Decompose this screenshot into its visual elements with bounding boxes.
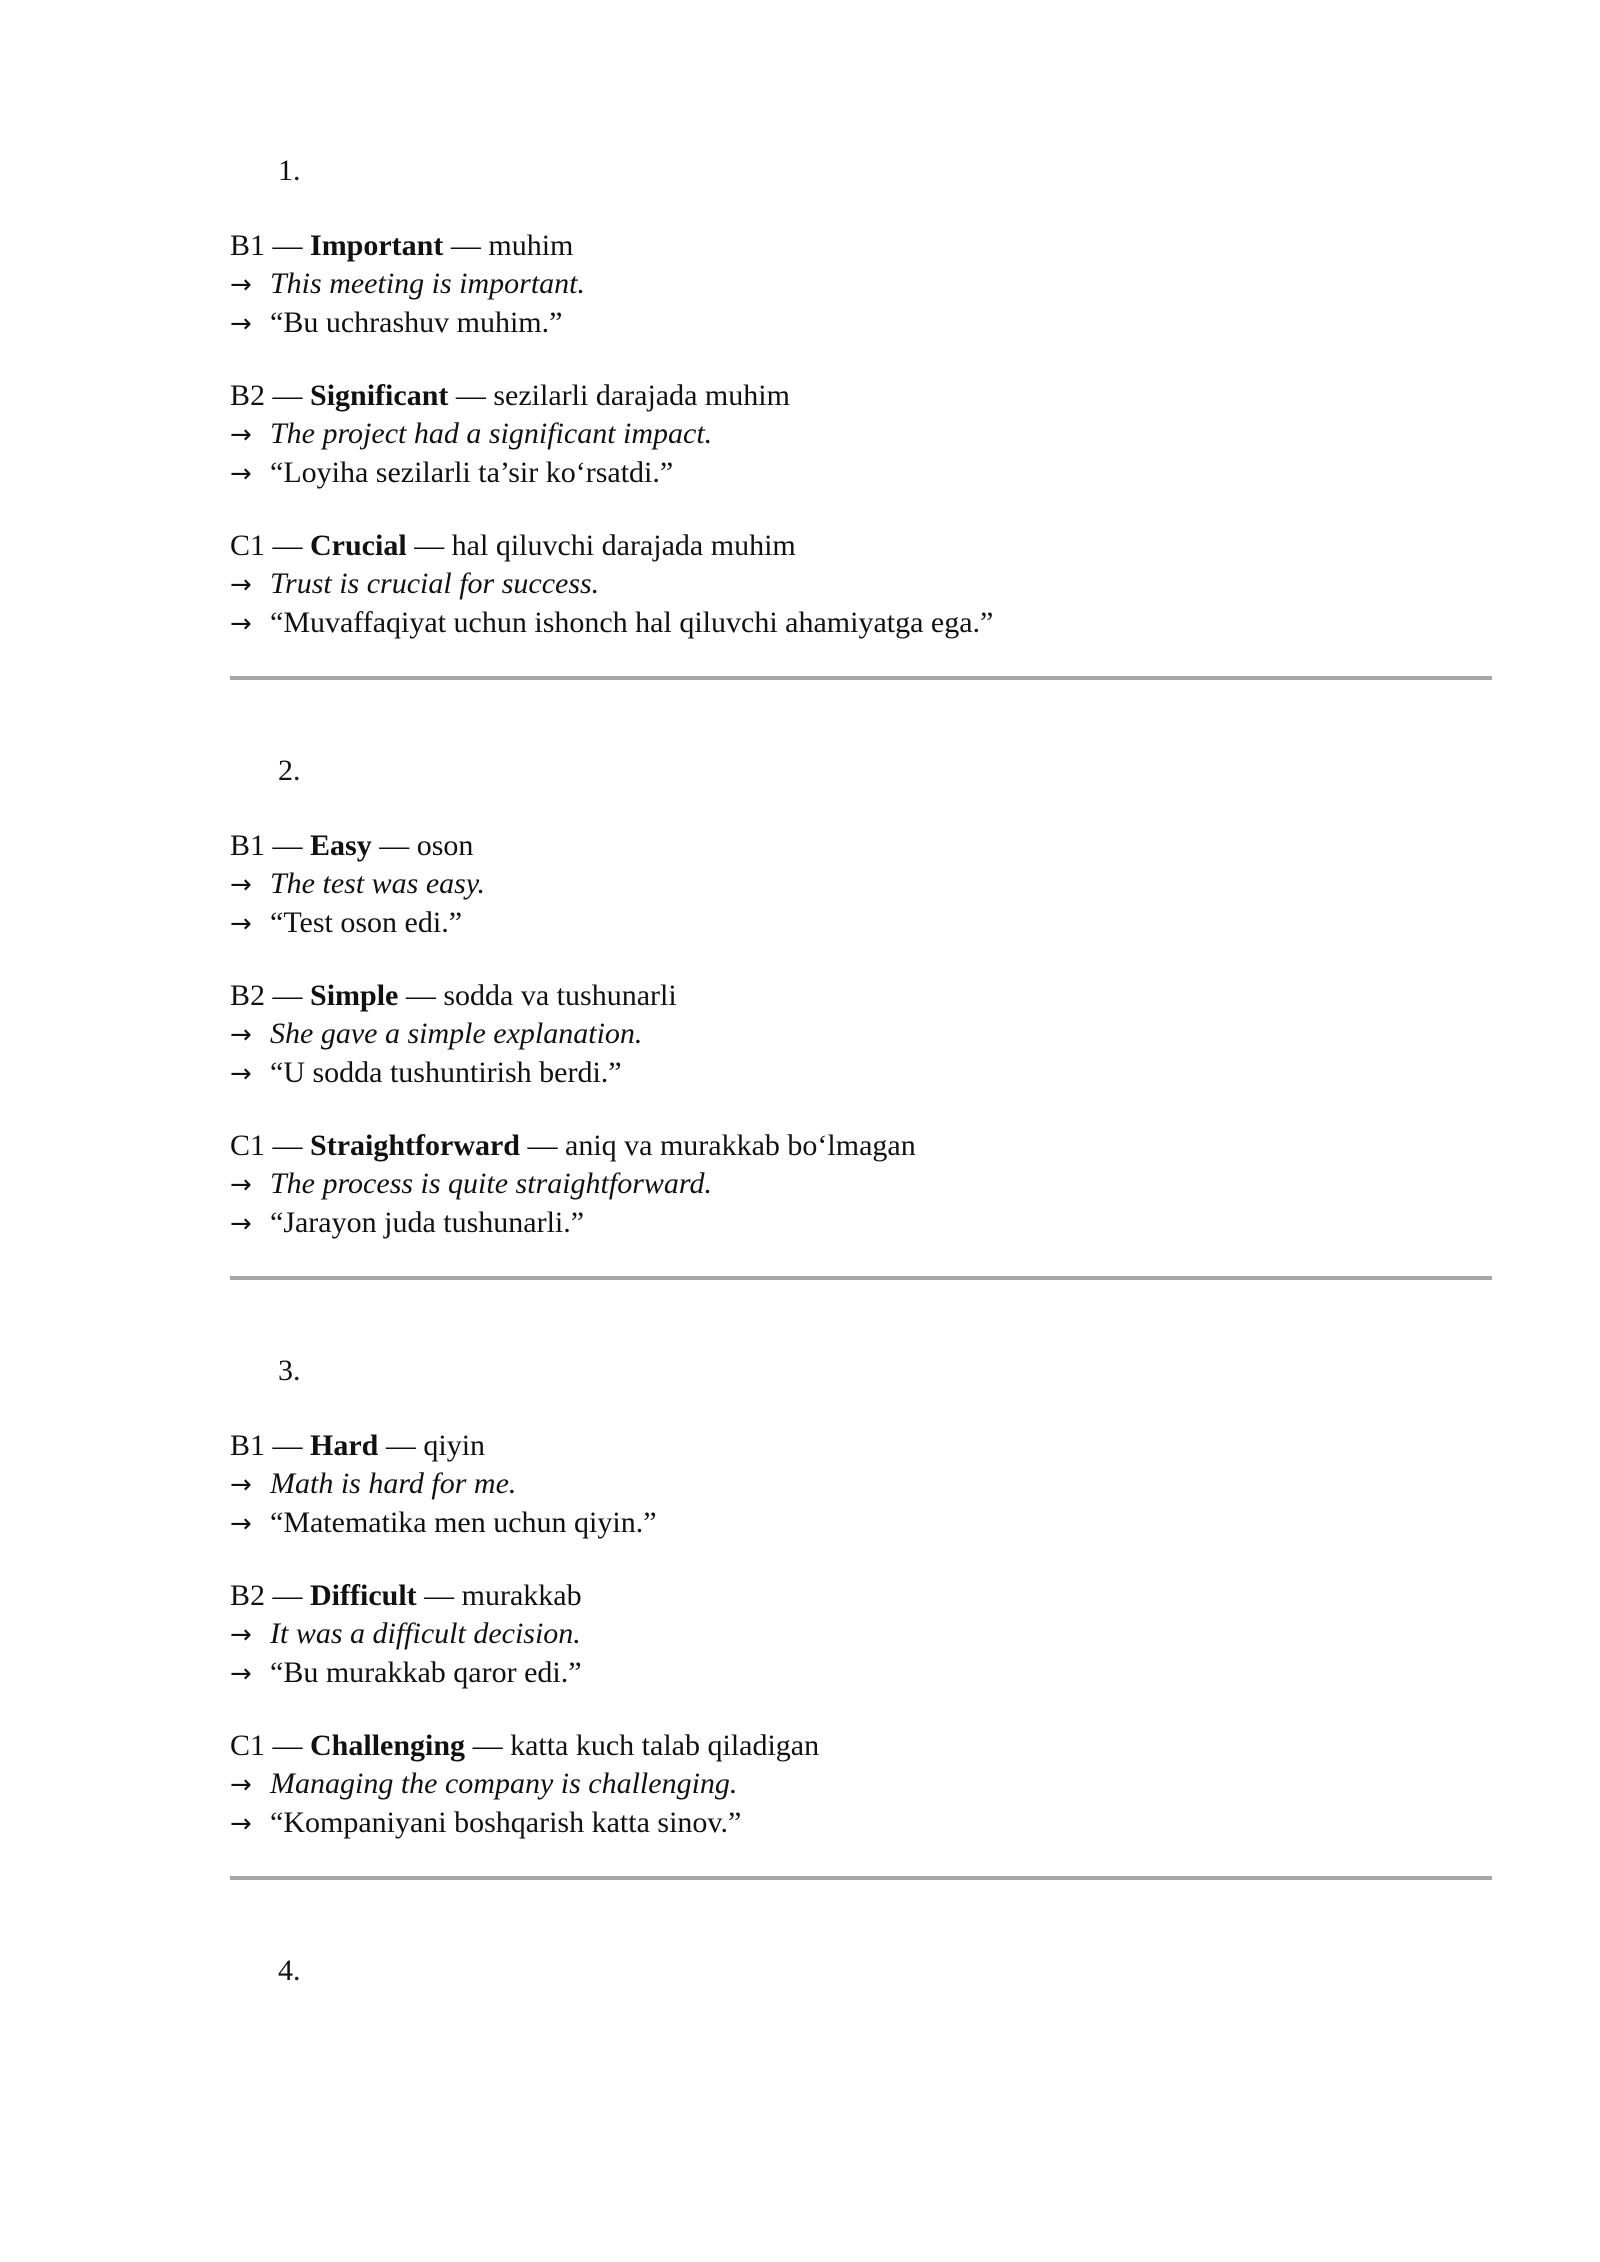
headword: Easy [310, 829, 372, 862]
dash: — [265, 829, 311, 862]
translation: aniq va murakkab bo‘lmagan [565, 1129, 916, 1162]
arrow-icon: → [230, 1059, 252, 1089]
section-number: 1. [278, 154, 301, 187]
example-english [230, 415, 1492, 454]
example-uzbek [230, 1504, 1492, 1543]
arrow-icon: → [230, 1770, 252, 1800]
dash: — [398, 979, 444, 1012]
translation: hal qiluvchi darajada muhim [451, 529, 796, 562]
dash: — [520, 1129, 565, 1162]
headword: Difficult [310, 1579, 417, 1612]
section-divider [230, 1276, 1492, 1280]
dash: — [378, 1429, 424, 1462]
arrow-icon: → [230, 1620, 252, 1650]
headword: Challenging [310, 1729, 466, 1762]
translation: katta kuch talab qiladigan [510, 1729, 820, 1762]
level-label: B2 [230, 1579, 266, 1612]
translation: sodda va tushunarli [443, 979, 677, 1012]
entry-headline [230, 1727, 1492, 1765]
example-english [230, 565, 1492, 604]
example-english [230, 1015, 1492, 1054]
vocab-entry-c1 [230, 527, 1492, 643]
vocab-entry-b1 [230, 827, 1492, 943]
dash: — [265, 379, 311, 412]
section-number: 2. [278, 754, 301, 787]
example-english-text: She gave a simple explanation. [270, 1017, 643, 1050]
example-english-text: This meeting is important. [270, 267, 586, 300]
arrow-icon: → [230, 909, 252, 939]
example-english-text: Managing the company is challenging. [270, 1767, 738, 1800]
example-english-text: The project had a significant impact. [270, 417, 713, 450]
vocab-entry-c1 [230, 1127, 1492, 1243]
example-english-text: Trust is crucial for success. [270, 567, 600, 600]
level-label: B2 [230, 379, 266, 412]
level-label: C1 [230, 1129, 266, 1162]
example-uzbek-text: “Jarayon juda tushunarli.” [270, 1206, 585, 1239]
entry-headline [230, 827, 1492, 865]
arrow-icon: → [230, 609, 252, 639]
entry-headline [230, 1127, 1492, 1165]
vocab-entry-b1 [230, 1427, 1492, 1543]
entry-headline [230, 527, 1492, 565]
translation: qiyin [423, 1429, 486, 1462]
level-label: B1 [230, 829, 266, 862]
example-uzbek [230, 454, 1492, 493]
arrow-icon: → [230, 309, 252, 339]
example-english-text: Math is hard for me. [270, 1467, 517, 1500]
arrow-icon: → [230, 1020, 252, 1050]
section-divider [230, 1876, 1492, 1880]
translation: oson [416, 829, 474, 862]
example-english-text: It was a difficult decision. [270, 1617, 581, 1650]
headword: Significant [310, 379, 449, 412]
example-english [230, 265, 1492, 304]
vocab-entry-b2 [230, 377, 1492, 493]
dash: — [371, 829, 417, 862]
section-number: 3. [278, 1354, 301, 1387]
arrow-icon: → [230, 459, 252, 489]
entry-headline [230, 227, 1492, 265]
headword: Hard [310, 1429, 379, 1462]
entry-headline [230, 977, 1492, 1015]
vocab-entry-c1 [230, 1727, 1492, 1843]
example-uzbek-text: “Matematika men uchun qiyin.” [270, 1506, 657, 1539]
arrow-icon: → [230, 1509, 252, 1539]
headword: Straightforward [310, 1129, 520, 1162]
translation: murakkab [461, 1579, 582, 1612]
example-uzbek-text: “U sodda tushuntirish berdi.” [270, 1056, 622, 1089]
level-label: B1 [230, 1429, 266, 1462]
arrow-icon: → [230, 1209, 252, 1239]
arrow-icon: → [230, 1470, 252, 1500]
entry-headline [230, 1577, 1492, 1615]
dash: — [443, 229, 489, 262]
level-label: B2 [230, 979, 266, 1012]
arrow-icon: → [230, 870, 252, 900]
example-uzbek [230, 1654, 1492, 1693]
dash: — [416, 1579, 462, 1612]
example-english-text: The process is quite straightforward. [270, 1167, 712, 1200]
example-uzbek [230, 1054, 1492, 1093]
section-number: 4. [278, 1954, 301, 1987]
example-uzbek-text: “Kompaniyani boshqarish katta sinov.” [270, 1806, 742, 1839]
headword: Simple [310, 979, 399, 1012]
example-english [230, 1465, 1492, 1504]
entry-headline [230, 377, 1492, 415]
dash: — [265, 529, 311, 562]
example-english-text: The test was easy. [270, 867, 485, 900]
example-uzbek-text: “Bu uchrashuv muhim.” [270, 306, 563, 339]
example-uzbek-text: “Test oson edi.” [270, 906, 463, 939]
translation: sezilarli darajada muhim [493, 379, 790, 412]
headword: Crucial [310, 529, 407, 562]
dash: — [265, 1429, 311, 1462]
example-uzbek [230, 904, 1492, 943]
dash: — [406, 529, 452, 562]
example-english [230, 1765, 1492, 1804]
section-divider [230, 676, 1492, 680]
dash: — [465, 1729, 511, 1762]
arrow-icon: → [230, 570, 252, 600]
level-label: C1 [230, 1729, 266, 1762]
example-english [230, 1165, 1492, 1204]
arrow-icon: → [230, 1659, 252, 1689]
level-label: B1 [230, 229, 266, 262]
dash: — [265, 229, 311, 262]
dash: — [265, 979, 311, 1012]
arrow-icon: → [230, 1170, 252, 1200]
example-english [230, 1615, 1492, 1654]
dash: — [265, 1129, 311, 1162]
example-english [230, 865, 1492, 904]
example-uzbek-text: “Muvaffaqiyat uchun ishonch hal qiluvchi ahamiyatga ega.” [270, 606, 994, 639]
example-uzbek [230, 1804, 1492, 1843]
example-uzbek-text: “Loyiha sezilarli ta’sir ko‘rsatdi.” [270, 456, 674, 489]
level-label: C1 [230, 529, 266, 562]
arrow-icon: → [230, 270, 252, 300]
vocab-entry-b1 [230, 227, 1492, 343]
example-uzbek [230, 1204, 1492, 1243]
translation: muhim [488, 229, 574, 262]
example-uzbek-text: “Bu murakkab qaror edi.” [270, 1656, 582, 1689]
dash: — [448, 379, 494, 412]
arrow-icon: → [230, 1809, 252, 1839]
dash: — [265, 1579, 311, 1612]
arrow-icon: → [230, 420, 252, 450]
vocab-entry-b2 [230, 977, 1492, 1093]
headword: Important [310, 229, 444, 262]
example-uzbek [230, 304, 1492, 343]
example-uzbek [230, 604, 1492, 643]
entry-headline [230, 1427, 1492, 1465]
vocab-entry-b2 [230, 1577, 1492, 1693]
dash: — [265, 1729, 311, 1762]
